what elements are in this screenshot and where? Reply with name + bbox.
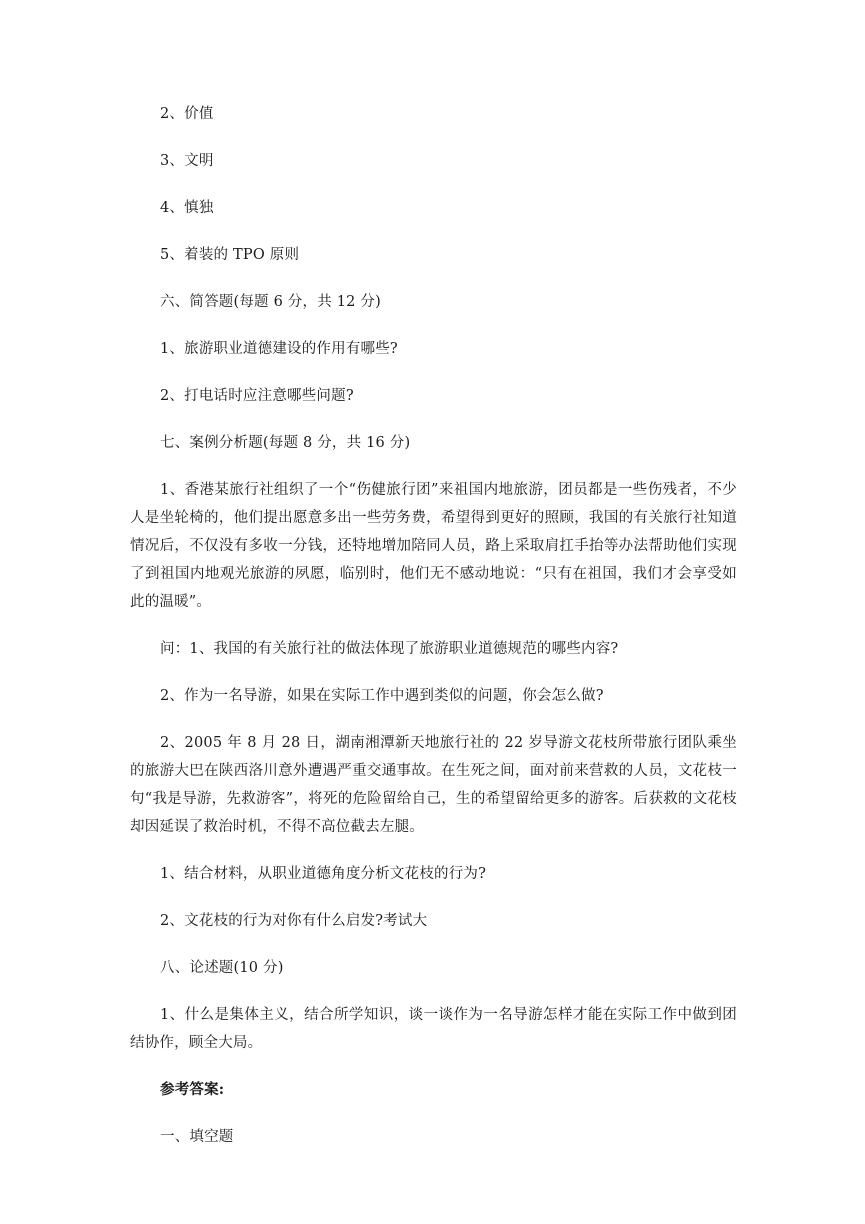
paragraph: 2、文花枝的行为对你有什么启发?考试大: [160, 913, 428, 929]
paragraph: 2、价值: [160, 106, 214, 122]
paragraph: 八、论述题(10 分): [160, 960, 284, 976]
paragraph: 4、慎独: [160, 200, 214, 216]
paragraph: 5、着装的 TPO 原则: [160, 247, 300, 263]
paragraph: 1、旅游职业道德建设的作用有哪些?: [160, 341, 398, 357]
paragraph: 问：1、我国的有关旅行社的做法体现了旅游职业道德规范的哪些内容?: [160, 641, 619, 657]
paragraph: 1、结合材料，从职业道德角度分析文花枝的行为?: [160, 866, 487, 882]
paragraph: 六、简答题(每题 6 分，共 12 分): [160, 294, 381, 310]
section-heading: 参考答案:: [160, 1081, 225, 1098]
paragraph: 3、文明: [160, 153, 214, 169]
paragraph: 2、作为一名导游，如果在实际工作中遇到类似的问题，你会怎么做?: [160, 688, 604, 704]
paragraph: 七、案例分析题(每题 8 分，共 16 分): [160, 435, 411, 451]
paragraph: 1、香港某旅行社组织了一个“伤健旅行团”来祖国内地旅游，团员都是一些伤残者，不少人是坐轮椅的，他们提出愿意多出一些劳务费，希望得到更好的照顾，我国的有关旅行社知道情况后，不仅没有多收一分钱，还特地增加陪同人员，路上采取肩扛手抬等办法帮助他们实现了到祖国内地观光旅游的夙愿，临别时，他们无不感动地说：“只有在祖国，我们才会享受如此的温暖”。: [130, 482, 737, 610]
document-page: [130, 100, 737, 1151]
paragraph: 一、填空题: [160, 1129, 234, 1145]
paragraph: 1、什么是集体主义，结合所学知识，谈一谈作为一名导游怎样才能在实际工作中做到团结协作，顾全大局。: [130, 1007, 737, 1051]
paragraph: 2、打电话时应注意哪些问题?: [160, 388, 354, 404]
paragraph: 2、2005 年 8 月 28 日，湖南湘潭新天地旅行社的 22 岁导游文花枝所带旅行团队乘坐的旅游大巴在陕西洛川意外遭遇严重交通事故。在生死之间，面对前来营救的人员，文花枝一句“我是导游，先救游客”，将死的危险留给自己，生的希望留给更多的游客。后获救的文花枝却因延误了救治时机，不得不高位截去左腿。: [130, 735, 737, 835]
